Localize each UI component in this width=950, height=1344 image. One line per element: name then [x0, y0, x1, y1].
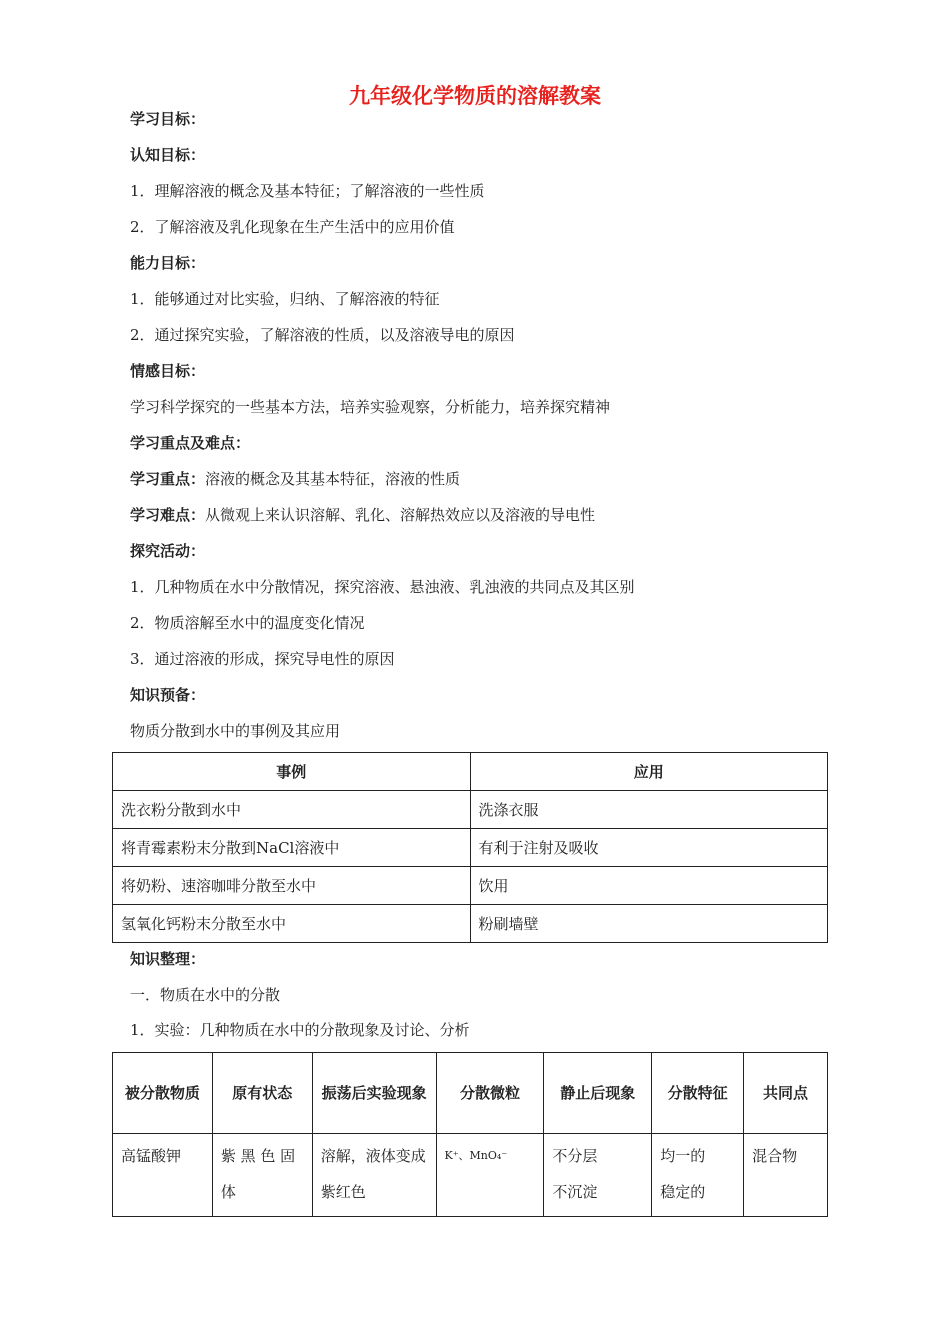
table-row — [113, 905, 828, 943]
header-application: 应用 — [470, 753, 828, 791]
cell-example: 将奶粉、速溶咖啡分散至水中 — [113, 867, 471, 905]
cell-application: 粉刷墙壁 — [470, 905, 828, 943]
key-point-line — [130, 468, 460, 489]
heading-learning-goals: 学习目标： — [130, 110, 206, 128]
table-row — [113, 829, 828, 867]
header-after-standing: 静止后现象 — [544, 1053, 652, 1134]
experiment-caption: 1．实验：几种物质在水中的分散现象及讨论、分析 — [130, 1021, 470, 1039]
cell-application: 有利于注射及吸收 — [470, 829, 828, 867]
heading-knowledge-summary: 知识整理： — [130, 950, 206, 968]
heading-ability-goals: 能力目标： — [130, 254, 206, 272]
table-row — [113, 1134, 828, 1217]
inquiry-2: 2．物质溶解至水中的温度变化情况 — [130, 614, 365, 632]
cell-phenomenon: 溶解，液体变成紫红色 — [312, 1134, 436, 1217]
header-feature: 分散特征 — [652, 1053, 744, 1134]
inquiry-1: 1．几种物质在水中分散情况，探究溶液、悬浊液、乳浊液的共同点及其区别 — [130, 578, 635, 596]
difficulty-line — [130, 504, 595, 525]
cell-application: 洗涤衣服 — [470, 791, 828, 829]
cell-original-state: 紫 黑 色 固 体 — [212, 1134, 312, 1217]
feature-line: 稳定的 — [660, 1183, 706, 1201]
cell-particles: K⁺、MnO₄⁻ — [436, 1134, 544, 1217]
after-standing-line: 不分层 — [552, 1147, 598, 1165]
header-common: 共同点 — [744, 1053, 828, 1134]
table-header-row — [113, 753, 828, 791]
heading-key-points: 学习重点及难点： — [130, 434, 251, 452]
examples-table — [112, 752, 828, 943]
table-header-row — [113, 1053, 828, 1134]
feature-line: 均一的 — [660, 1147, 706, 1165]
heading-emotion-goals: 情感目标： — [130, 362, 206, 380]
header-original-state: 原有状态 — [212, 1053, 312, 1134]
table-row — [113, 867, 828, 905]
table-row — [113, 791, 828, 829]
heading-prior-knowledge: 知识预备： — [130, 686, 206, 704]
prior-knowledge-caption: 物质分散到水中的事例及其应用 — [130, 722, 341, 740]
key-point-text: 溶液的概念及其基本特征，溶液的性质 — [205, 470, 461, 488]
ability-goal-1: 1．能够通过对比实验，归纳、了解溶液的特征 — [130, 290, 440, 308]
cell-example: 将青霉素粉末分散到NaCl溶液中 — [113, 829, 471, 867]
ability-goal-2: 2．通过探究实验，了解溶液的性质，以及溶液导电的原因 — [130, 326, 515, 344]
cell-feature — [652, 1134, 744, 1217]
cell-common: 混合物 — [744, 1134, 828, 1217]
experiment-table — [112, 1052, 828, 1217]
header-particles: 分散微粒 — [436, 1053, 544, 1134]
emotion-goal: 学习科学探究的一些基本方法，培养实验观察，分析能力，培养探究精神 — [130, 398, 611, 416]
cell-after-standing — [544, 1134, 652, 1217]
header-example: 事例 — [113, 753, 471, 791]
header-phenomenon: 振荡后实验现象 — [312, 1053, 436, 1134]
cell-application: 饮用 — [470, 867, 828, 905]
section-dispersion: 一．物质在水中的分散 — [130, 986, 281, 1004]
inquiry-3: 3．通过溶液的形成，探究导电性的原因 — [130, 650, 395, 668]
cell-substance: 高锰酸钾 — [113, 1134, 213, 1217]
difficulty-label: 学习难点： — [130, 506, 206, 524]
page-title: 九年级化学物质的溶解教案 — [349, 84, 601, 108]
difficulty-text: 从微观上来认识溶解、乳化、溶解热效应以及溶液的导电性 — [205, 506, 596, 524]
cognitive-goal-2: 2．了解溶液及乳化现象在生产生活中的应用价值 — [130, 218, 455, 236]
key-point-label: 学习重点： — [130, 470, 206, 488]
header-substance: 被分散物质 — [113, 1053, 213, 1134]
cell-example: 氢氧化钙粉末分散至水中 — [113, 905, 471, 943]
heading-inquiry: 探究活动： — [130, 542, 206, 560]
cell-example: 洗衣粉分散到水中 — [113, 791, 471, 829]
cognitive-goal-1: 1．理解溶液的概念及基本特征；了解溶液的一些性质 — [130, 182, 485, 200]
after-standing-line: 不沉淀 — [552, 1183, 598, 1201]
heading-cognitive-goals: 认知目标： — [130, 146, 206, 164]
